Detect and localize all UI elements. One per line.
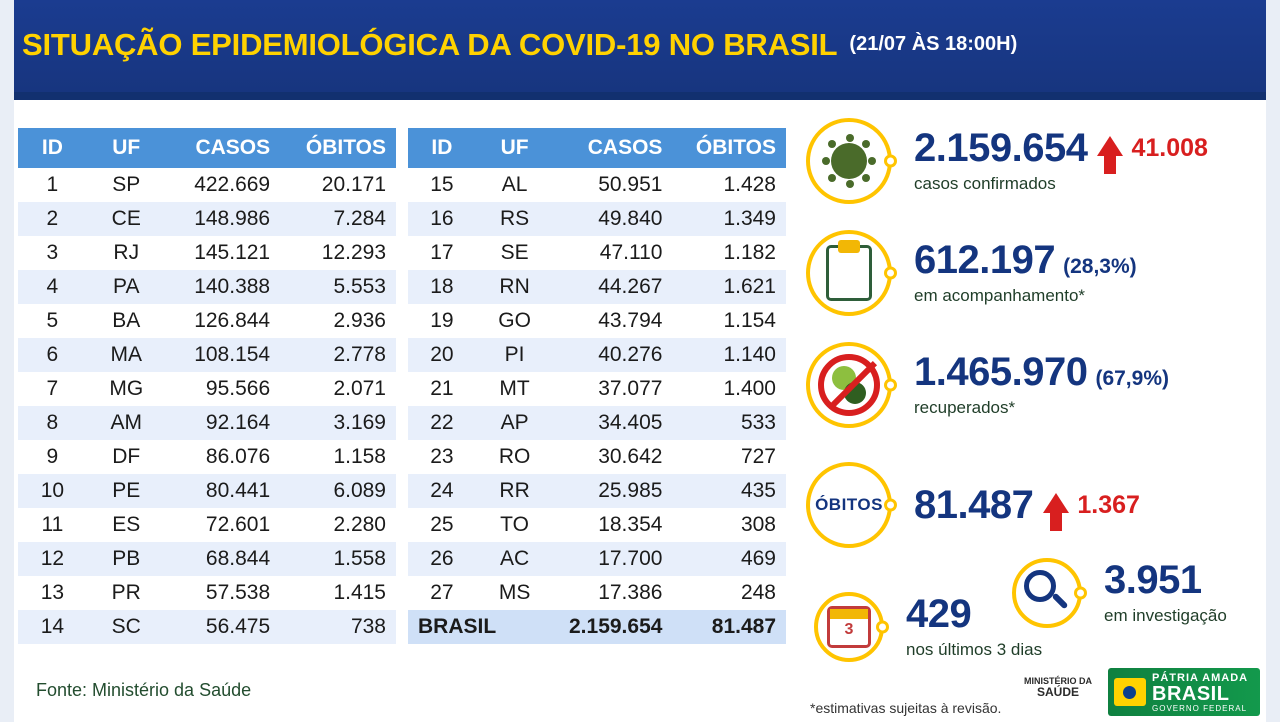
cell-id: 24 — [408, 474, 476, 508]
column-header-casos: CASOS — [166, 128, 280, 168]
table-row — [18, 202, 396, 236]
cell-casos: 50.951 — [553, 168, 672, 202]
cell-uf: GO — [476, 304, 554, 338]
no-virus-glyph — [818, 354, 880, 416]
cell-casos: 37.077 — [553, 372, 672, 406]
table-row — [408, 440, 786, 474]
cell-uf: AP — [476, 406, 554, 440]
header-inner — [0, 14, 1280, 76]
table-row — [18, 508, 396, 542]
last-3-days-label: nos últimos 3 dias — [906, 640, 1043, 659]
cell-id: 7 — [18, 372, 87, 406]
cell-uf: MG — [87, 372, 166, 406]
stat-recovered — [806, 342, 1169, 428]
cell-uf: BA — [87, 304, 166, 338]
cell-id: 18 — [408, 270, 476, 304]
table-row — [408, 508, 786, 542]
stat-monitoring — [806, 230, 1137, 316]
table-row — [408, 338, 786, 372]
cell-casos: 80.441 — [166, 474, 280, 508]
state-table-right — [408, 128, 786, 644]
column-header-casos: CASOS — [553, 128, 672, 168]
cell-casos: 148.986 — [166, 202, 280, 236]
table-row — [18, 304, 396, 338]
cell-casos: 422.669 — [166, 168, 280, 202]
no-virus-icon — [806, 342, 892, 428]
cell-uf: MS — [476, 576, 554, 610]
cell-uf: ES — [87, 508, 166, 542]
last-3-days-value: 429 — [906, 592, 972, 636]
cell-uf: AL — [476, 168, 554, 202]
cell-uf: RO — [476, 440, 554, 474]
cell-uf: RR — [476, 474, 554, 508]
cell-casos: 18.354 — [553, 508, 672, 542]
cell-id: 23 — [408, 440, 476, 474]
table-row — [18, 474, 396, 508]
cell-obitos: 1.428 — [672, 168, 786, 202]
calendar-3-icon — [814, 592, 884, 662]
cell-casos: 140.388 — [166, 270, 280, 304]
cell-casos: 68.844 — [166, 542, 280, 576]
total-label: BRASIL — [408, 610, 553, 644]
cell-obitos: 5.553 — [280, 270, 396, 304]
confirmed-label: casos confirmados — [914, 174, 1056, 193]
cell-id: 27 — [408, 576, 476, 610]
cell-casos: 145.121 — [166, 236, 280, 270]
ministry-logo — [1024, 676, 1092, 700]
cell-casos: 86.076 — [166, 440, 280, 474]
monitoring-percent: (28,3%) — [1063, 255, 1137, 278]
table-row — [18, 372, 396, 406]
table-row — [18, 610, 396, 644]
table-row — [408, 168, 786, 202]
deaths-value: 81.487 — [914, 483, 1034, 527]
clipboard-glyph — [826, 245, 872, 301]
cell-id: 8 — [18, 406, 87, 440]
table-row — [18, 440, 396, 474]
clipboard-icon — [806, 230, 892, 316]
cell-uf: TO — [476, 508, 554, 542]
confirmed-delta-value: 41.008 — [1131, 134, 1208, 162]
cell-obitos: 738 — [280, 610, 396, 644]
cell-obitos: 2.280 — [280, 508, 396, 542]
obitos-badge: ÓBITOS — [815, 495, 883, 514]
cell-casos: 108.154 — [166, 338, 280, 372]
column-header-obitos: ÓBITOS — [672, 128, 786, 168]
stat-deaths — [806, 462, 1140, 548]
recovered-value: 1.465.970 — [914, 350, 1088, 394]
cell-id: 22 — [408, 406, 476, 440]
brazil-flag-icon — [1114, 678, 1146, 706]
virus-glyph — [822, 134, 876, 188]
stat-confirmed-cases — [806, 118, 1208, 204]
gov-line-1: PÁTRIA AMADA — [1152, 671, 1249, 684]
table-row — [18, 406, 396, 440]
table-row — [18, 338, 396, 372]
cell-casos: 17.386 — [553, 576, 672, 610]
cell-obitos: 1.182 — [672, 236, 786, 270]
table-total-row — [408, 610, 786, 644]
stat-investigation — [1012, 558, 1227, 628]
table-row — [18, 168, 396, 202]
cell-uf: RN — [476, 270, 554, 304]
cell-casos: 25.985 — [553, 474, 672, 508]
cell-casos: 49.840 — [553, 202, 672, 236]
header-timestamp: (21/07 ÀS 18:00H) — [849, 32, 1018, 55]
cell-casos: 17.700 — [553, 542, 672, 576]
cell-obitos: 6.089 — [280, 474, 396, 508]
total-obitos: 81.487 — [672, 610, 786, 644]
cell-uf: PA — [87, 270, 166, 304]
cell-uf: SC — [87, 610, 166, 644]
cell-obitos: 2.778 — [280, 338, 396, 372]
obitos-circle-icon — [806, 462, 892, 548]
cell-casos: 95.566 — [166, 372, 280, 406]
table-row — [18, 236, 396, 270]
cell-obitos: 3.169 — [280, 406, 396, 440]
connector-dot — [884, 499, 897, 512]
total-casos: 2.159.654 — [553, 610, 672, 644]
monitoring-label: em acompanhamento* — [914, 286, 1086, 305]
table-header-row — [408, 128, 786, 168]
state-tables — [18, 128, 798, 644]
gov-line-2: BRASIL — [1152, 682, 1230, 705]
table-header-row — [18, 128, 396, 168]
cell-id: 9 — [18, 440, 87, 474]
cell-id: 13 — [18, 576, 87, 610]
source-note: Fonte: Ministério da Saúde — [36, 680, 252, 700]
cell-uf: SP — [87, 168, 166, 202]
calendar-glyph: 3 — [827, 606, 871, 648]
page-right-margin — [1266, 100, 1280, 722]
deaths-delta — [1043, 485, 1140, 520]
connector-dot — [884, 155, 897, 168]
cell-obitos: 1.621 — [672, 270, 786, 304]
table-row — [408, 270, 786, 304]
arrow-up-icon — [1043, 493, 1069, 513]
cell-uf: PI — [476, 338, 554, 372]
confirmed-value: 2.159.654 — [914, 126, 1088, 170]
table-row — [408, 406, 786, 440]
cell-id: 19 — [408, 304, 476, 338]
cell-uf: DF — [87, 440, 166, 474]
cell-id: 15 — [408, 168, 476, 202]
ministry-line-1: MINISTÉRIO DA — [1024, 676, 1093, 686]
cell-uf: PE — [87, 474, 166, 508]
cell-obitos: 7.284 — [280, 202, 396, 236]
cell-casos: 126.844 — [166, 304, 280, 338]
stat-investigation-text — [1104, 560, 1227, 626]
column-header-obitos: ÓBITOS — [280, 128, 396, 168]
government-logo — [1108, 668, 1260, 716]
stat-monitoring-text — [914, 240, 1137, 306]
recovered-percent: (67,9%) — [1095, 367, 1169, 390]
cell-obitos: 1.349 — [672, 202, 786, 236]
stat-last-3-days-text — [906, 594, 1042, 660]
table-row — [408, 304, 786, 338]
cell-casos: 72.601 — [166, 508, 280, 542]
column-header-uf: UF — [476, 128, 554, 168]
table-row — [408, 202, 786, 236]
header-edge-right — [1266, 0, 1280, 100]
cell-casos: 44.267 — [553, 270, 672, 304]
cell-id: 14 — [18, 610, 87, 644]
cell-id: 2 — [18, 202, 87, 236]
estimates-note: *estimativas sujeitas à revisão. — [810, 700, 1002, 716]
table-row — [408, 474, 786, 508]
recovered-label: recuperados* — [914, 398, 1016, 417]
cell-obitos: 12.293 — [280, 236, 396, 270]
cell-id: 5 — [18, 304, 87, 338]
state-table-left — [18, 128, 396, 644]
connector-dot — [884, 379, 897, 392]
cell-casos: 30.642 — [553, 440, 672, 474]
cell-id: 17 — [408, 236, 476, 270]
cell-uf: RS — [476, 202, 554, 236]
cell-obitos: 1.158 — [280, 440, 396, 474]
cell-uf: AM — [87, 406, 166, 440]
ministry-line-2: SAÚDE — [1037, 685, 1080, 700]
stat-deaths-text — [914, 485, 1140, 525]
table-row — [18, 542, 396, 576]
table-row — [408, 542, 786, 576]
cell-obitos: 20.171 — [280, 168, 396, 202]
stat-confirmed-text — [914, 128, 1208, 194]
cell-casos: 34.405 — [553, 406, 672, 440]
cell-obitos: 2.071 — [280, 372, 396, 406]
cell-obitos: 435 — [672, 474, 786, 508]
page-left-margin — [0, 100, 14, 722]
header-edge-left — [0, 0, 14, 100]
cell-id: 6 — [18, 338, 87, 372]
cell-uf: AC — [476, 542, 554, 576]
column-header-uf: UF — [87, 128, 166, 168]
table-row — [18, 270, 396, 304]
virus-icon — [806, 118, 892, 204]
cell-casos: 92.164 — [166, 406, 280, 440]
table-row — [408, 236, 786, 270]
cell-id: 4 — [18, 270, 87, 304]
connector-dot — [1074, 587, 1087, 600]
stat-recovered-text — [914, 352, 1169, 418]
cell-casos: 40.276 — [553, 338, 672, 372]
cell-obitos: 727 — [672, 440, 786, 474]
page-title: SITUAÇÃO EPIDEMIOLÓGICA DA COVID-19 NO BRASIL — [22, 27, 838, 62]
cell-obitos: 1.558 — [280, 542, 396, 576]
cell-uf: PR — [87, 576, 166, 610]
cell-casos: 47.110 — [553, 236, 672, 270]
cell-obitos: 1.154 — [672, 304, 786, 338]
cell-uf: SE — [476, 236, 554, 270]
cell-id: 3 — [18, 236, 87, 270]
cell-obitos: 248 — [672, 576, 786, 610]
page-header — [0, 0, 1280, 92]
table-row — [408, 372, 786, 406]
cell-casos: 57.538 — [166, 576, 280, 610]
cell-uf: PB — [87, 542, 166, 576]
confirmed-delta — [1097, 128, 1207, 163]
cell-uf: MT — [476, 372, 554, 406]
table-row — [18, 576, 396, 610]
column-header-id: ID — [408, 128, 476, 168]
cell-obitos: 2.936 — [280, 304, 396, 338]
cell-id: 21 — [408, 372, 476, 406]
connector-dot — [884, 267, 897, 280]
connector-dot — [876, 621, 889, 634]
cell-id: 10 — [18, 474, 87, 508]
cell-id: 16 — [408, 202, 476, 236]
investigation-value: 3.951 — [1104, 558, 1202, 602]
table-row — [408, 576, 786, 610]
investigation-label: em investigação — [1104, 606, 1227, 625]
column-header-id: ID — [18, 128, 87, 168]
cell-id: 12 — [18, 542, 87, 576]
cell-obitos: 469 — [672, 542, 786, 576]
cell-obitos: 533 — [672, 406, 786, 440]
deaths-delta-value: 1.367 — [1077, 491, 1140, 519]
monitoring-value: 612.197 — [914, 238, 1056, 282]
cell-uf: RJ — [87, 236, 166, 270]
cell-obitos: 308 — [672, 508, 786, 542]
cell-id: 11 — [18, 508, 87, 542]
cell-casos: 56.475 — [166, 610, 280, 644]
cell-id: 1 — [18, 168, 87, 202]
cell-uf: CE — [87, 202, 166, 236]
cell-obitos: 1.140 — [672, 338, 786, 372]
gov-line-3: GOVERNO FEDERAL — [1152, 703, 1248, 713]
cell-id: 26 — [408, 542, 476, 576]
cell-id: 20 — [408, 338, 476, 372]
cell-id: 25 — [408, 508, 476, 542]
cell-uf: MA — [87, 338, 166, 372]
cell-obitos: 1.415 — [280, 576, 396, 610]
cell-casos: 43.794 — [553, 304, 672, 338]
stat-last-3-days — [814, 592, 1042, 662]
cell-obitos: 1.400 — [672, 372, 786, 406]
arrow-up-icon — [1097, 136, 1123, 156]
summary-stats — [806, 118, 1268, 678]
